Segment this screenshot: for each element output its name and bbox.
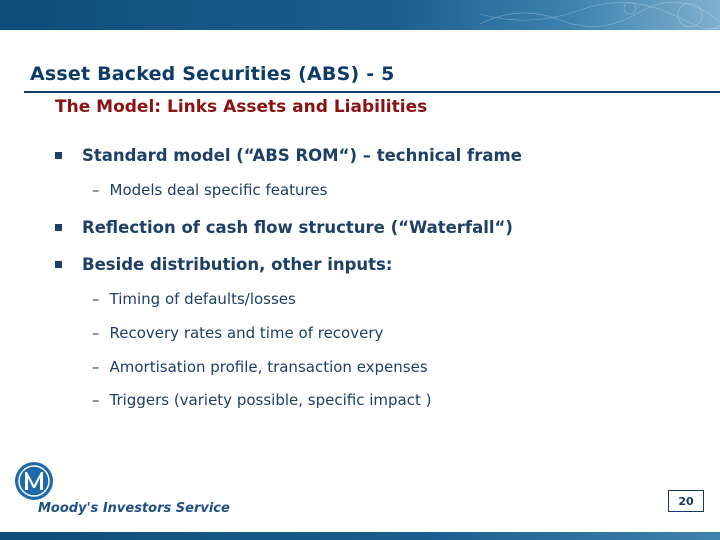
subpoint-text: Timing of defaults/losses — [109, 290, 296, 308]
square-bullet-icon — [55, 261, 62, 268]
slide-subtitle: The Model: Links Assets and Liabilities — [55, 97, 428, 117]
dash-marker: – — [92, 391, 100, 409]
brand-wordmark: Moody's Investors Service — [38, 501, 230, 516]
subpoint-item-3 — [92, 324, 383, 342]
slide-title: Asset Backed Securities (ABS) - 5 — [30, 63, 395, 85]
subpoint-item-1 — [92, 181, 327, 199]
dash-marker: – — [92, 358, 100, 376]
moodys-logo-icon — [14, 461, 54, 501]
dash-marker: – — [92, 324, 100, 342]
subpoint-item-4 — [92, 358, 428, 376]
dash-marker: – — [92, 181, 100, 199]
square-bullet-icon — [55, 152, 62, 159]
subpoint-text: Models deal specific features — [109, 181, 328, 199]
subpoint-text: Recovery rates and time of recovery — [109, 324, 384, 342]
page-number: 20 — [668, 490, 704, 512]
title-divider — [24, 91, 720, 93]
banner-texture — [480, 0, 720, 30]
dash-marker: – — [92, 290, 100, 308]
bullet-text: Standard model (“ABS ROM“) – technical frame — [82, 146, 522, 165]
footer-bar — [0, 532, 720, 540]
header-banner — [0, 0, 720, 30]
subpoint-item-2 — [92, 290, 296, 308]
bullet-text: Beside distribution, other inputs: — [82, 255, 393, 274]
bullet-item-2 — [82, 218, 513, 237]
subpoint-text: Triggers (variety possible, specific impact ) — [109, 391, 432, 409]
subpoint-item-5 — [92, 391, 431, 409]
bullet-item-1 — [82, 146, 522, 165]
bullet-item-3 — [82, 255, 392, 274]
subpoint-text: Amortisation profile, transaction expenses — [109, 358, 428, 376]
bullet-text: Reflection of cash flow structure (“Waterfall“) — [82, 218, 513, 237]
square-bullet-icon — [55, 224, 62, 231]
